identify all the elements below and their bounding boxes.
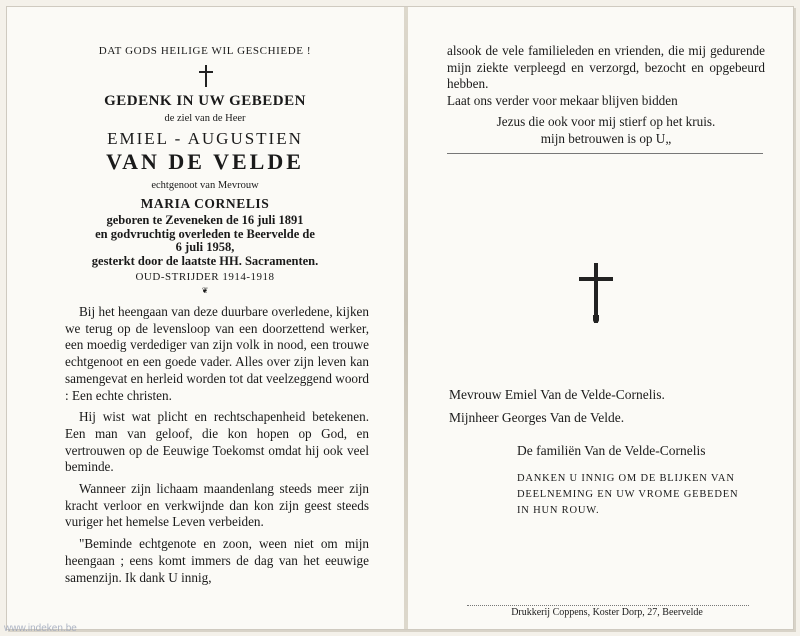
cross-icon	[199, 65, 213, 87]
separator-line	[447, 153, 763, 154]
cross-icon	[579, 263, 613, 323]
memorial-card	[6, 6, 794, 630]
eulogy-paragraph-2: Hij wist wat plicht en rechtschapenheid betekenen. Een man van geloof, die kon hopen op God, en vertrouwen op de Eeuwige Toekomst omdat hij ook veel beminde.	[65, 409, 369, 475]
dates-block	[7, 214, 403, 268]
veteran-line: OUD-STRIJDER 1914-1918	[135, 271, 275, 283]
mourner-1: Mevrouw Emiel Van de Velde-Cornelis.	[449, 387, 665, 402]
eulogy-text	[65, 304, 369, 586]
thanks-line-2: DEELNEMING EN UW VROME GEBEDEN	[517, 489, 739, 500]
eulogy-paragraph-1: Bij het heengaan van deze duurbare overledene, kijken we terug op de levensloop van een doorzettend werker, een moedig verdediger van zijn volk in nood, een trouwe echtgenoot en een goede vader. Alles over zijn leven kan samengevat en herleid worden tot dat veelzeggend woord : Een echte christen.	[65, 304, 369, 403]
death-line-2: 6 juli 1958,	[175, 240, 235, 254]
mourner-2: Mijnheer Georges Van de Velde.	[449, 410, 625, 425]
eulogy-paragraph-3: Wanneer zijn lichaam maandenlang steeds meer zijn kracht verloor en verkwijnde dan kon zijn geest steeds vuriger het hemelse Leven verbeiden.	[65, 481, 369, 530]
pray-line: Laat ons verder voor mekaar blijven bidden	[447, 93, 678, 109]
thanks-line-1: DANKEN U INNIG OM DE BLIJKEN VAN	[517, 473, 735, 484]
continuation-text	[447, 43, 765, 147]
intro-text: de ziel van de Heer	[164, 113, 246, 124]
right-page	[409, 7, 793, 629]
left-page	[7, 7, 403, 629]
birth-line: geboren te Zeveneken de 16 juli 1891	[106, 213, 304, 227]
heading: GEDENK IN UW GEBEDEN	[104, 93, 306, 109]
families-line: De familiën Van de Velde-Cornelis	[517, 443, 706, 458]
watermark: www.indeken.be	[4, 623, 77, 634]
sacraments-line: gesterkt door de laatste HH. Sacramenten.	[91, 253, 319, 268]
printer-rule	[467, 605, 749, 606]
surname: VAN DE VELDE	[106, 149, 304, 174]
spouse-name: MARIA CORNELIS	[140, 196, 270, 211]
fold-divider	[404, 7, 408, 629]
motto: DAT GODS HEILIGE WIL GESCHIEDE !	[98, 45, 312, 57]
spouse-intro: echtgenoot van Mevrouw	[151, 180, 259, 191]
continuation-paragraph: alsook de vele familieleden en vrienden, die mij gedurende mijn ziekte verpleegd en verzorgd, bezocht en opgebeurd hebben.	[447, 43, 765, 92]
ornament-icon: ❦	[201, 286, 209, 295]
death-line-1: en godvruchtig overleden te Beervelde de	[95, 226, 315, 241]
printer-line: Drukkerij Coppens, Koster Dorp, 27, Beervelde	[511, 607, 703, 618]
verse-line-2: mijn betrouwen is op U„	[540, 130, 672, 146]
thanks-block	[517, 471, 777, 519]
first-names: EMIEL - AUGUSTIEN	[107, 129, 303, 148]
eulogy-paragraph-4: "Beminde echtgenote en zoon, ween niet om mijn heengaan ; eens komt immers de dag van het eeuwige samenzijn. Ik dank U innig,	[65, 536, 369, 585]
thanks-line-3: IN HUN ROUW.	[517, 505, 600, 516]
verse-line-1: Jezus die ook voor mij stierf op het kruis.	[496, 113, 716, 129]
